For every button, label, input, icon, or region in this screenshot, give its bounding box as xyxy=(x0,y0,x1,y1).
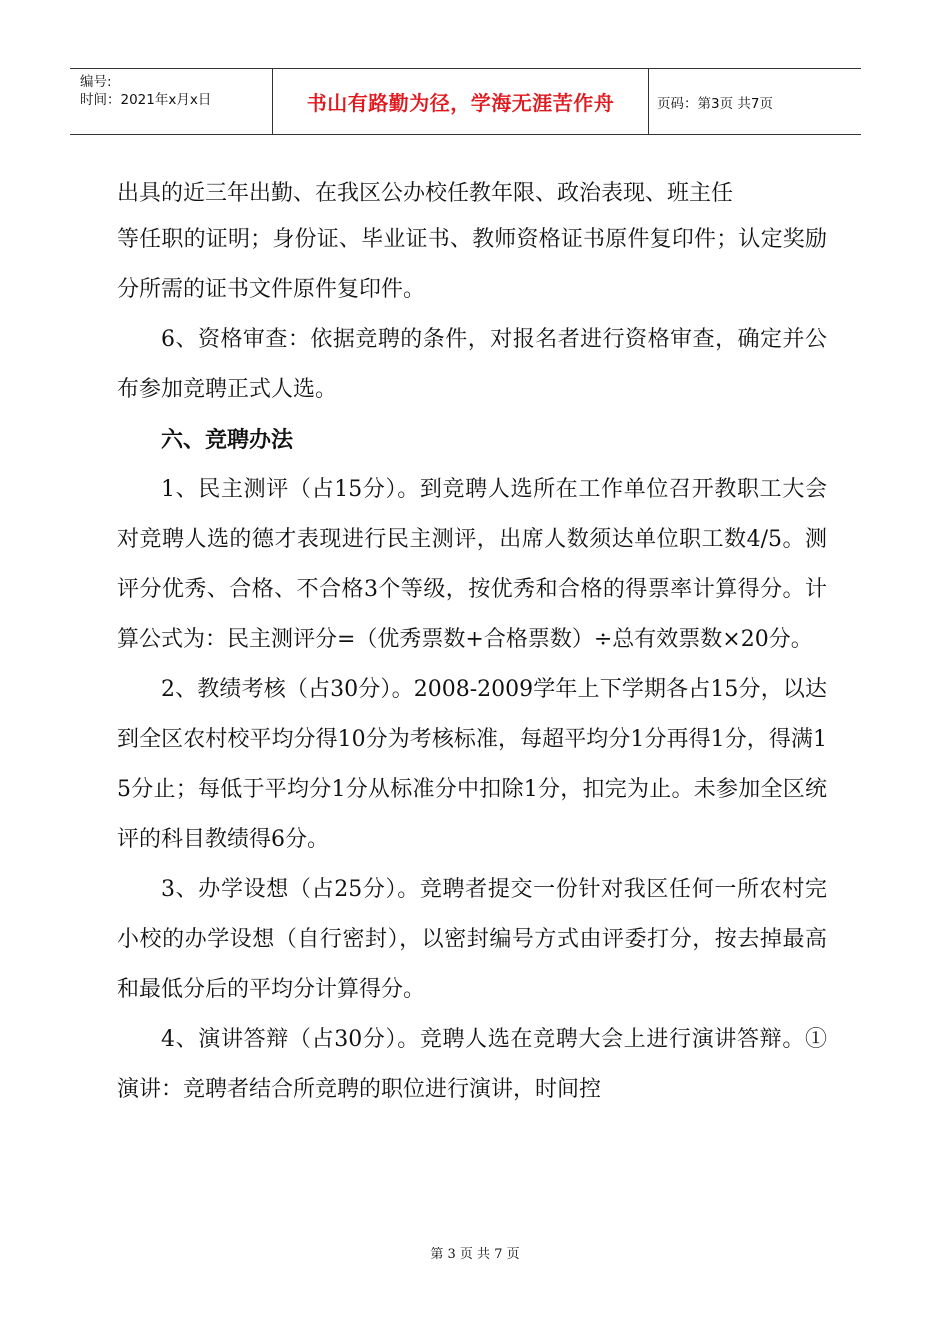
header-motto: 书山有路勤为径，学海无涯苦作舟 xyxy=(273,69,649,134)
paragraph: 等任职的证明；身份证、毕业证书、教师资格证书原件复印件；认定奖励分所需的证书文件原件复印件。 xyxy=(117,227,827,302)
header-table xyxy=(70,68,861,135)
page-footer: 第 3 页 共 7 页 xyxy=(430,1247,520,1262)
paragraph: 6、资格审查：依据竞聘的条件，对报名者进行资格审查，确定并公布参加竞聘正式人选。 xyxy=(117,327,827,402)
paragraph: 1、民主测评（占15分）。到竞聘人选所在工作单位召开教职工大会对竞聘人选的德才表现进行民主测评，出席人数须达单位职工数4/5。测评分优秀、合格、不合格3个等级，按优秀和合格的得票率计算得分。计算公式为：民主测评分=（优秀票数+合格票数）÷总有效票数×20分。 xyxy=(117,477,827,652)
paragraph: 3、办学设想（占25分）。竞聘者提交一份针对我区任何一所农村完小校的办学设想（自行密封），以密封编号方式由评委打分，按去掉最高和最低分后的平均分计算得分。 xyxy=(117,877,827,1002)
header-meta-cell xyxy=(70,69,273,134)
document-body xyxy=(117,173,827,1115)
paragraph: 4、演讲答辩（占30分）。竞聘人选在竞聘大会上进行演讲答辩。①演讲：竞聘者结合所竞聘的职位进行演讲，时间控 xyxy=(117,1027,827,1102)
section-heading: 六、竞聘办法 xyxy=(161,427,294,453)
header-page-label: 页码：第3页 共7页 xyxy=(657,95,773,112)
document-time-label: 时间：2021年x月x日 xyxy=(80,92,212,108)
paragraph-line: 出具的近三年出勤、在我区公办校任教年限、政治表现、班主任 xyxy=(117,181,734,206)
document-number-label: 编号: xyxy=(80,74,112,90)
paragraph: 2、教绩考核（占30分）。2008-2009学年上下学期各占15分，以达到全区农村校平均分得10分为考核标准，每超平均分1分再得1分，得满15分止；每低于平均分1分从标准分中扣除1分，扣完为止。未参加全区统评的科目教绩得6分。 xyxy=(117,677,827,852)
